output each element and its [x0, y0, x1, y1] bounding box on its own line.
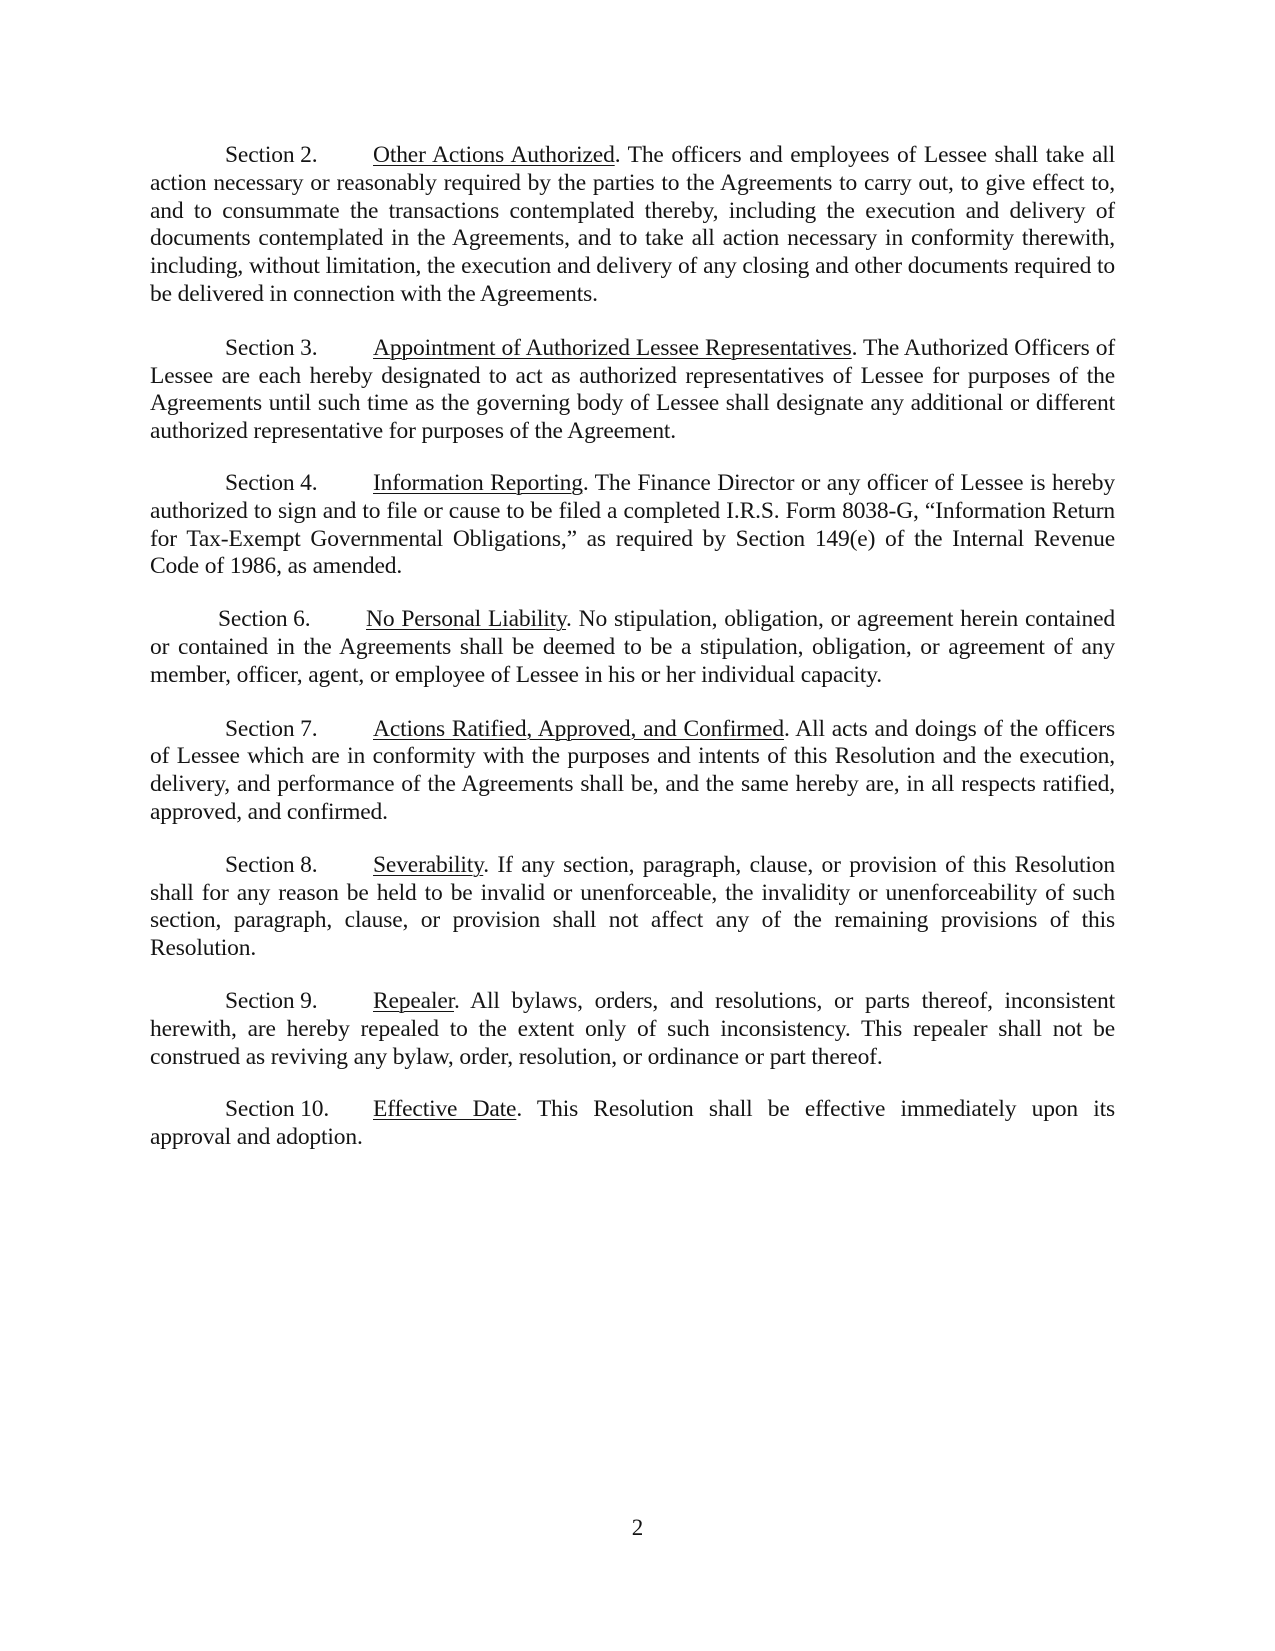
section-heading: Actions Ratified, Approved, and Confirmed [373, 715, 784, 742]
page-number: 2 [631, 1515, 644, 1540]
section-heading: Other Actions Authorized [373, 142, 615, 168]
section-heading: Appointment of Authorized Lessee Representatives [373, 334, 852, 361]
section-number: Section 9. [225, 987, 318, 1014]
section-text: . The Authorized Officers of Lessee are each hereby designated to act as authorized representatives of Lessee for purposes of the Agreements until such time as the governing body of Lessee shall designate any additional or different authorized representative for purposes of the Agreement. [150, 334, 1115, 445]
section-text: . The officers and employees of Lessee shall take all action necessary or reasonably required by the parties to the Agreements to carry out, to give effect to, and to consummate the transactions contemplated thereby, including the execution and delivery of documents contemplated in the Agreements, and to take all action necessary in conformity therewith, including, without limitation, the execution and delivery of any closing and other documents required to be delivered in connection with the Agreements. [150, 142, 1115, 307]
section-number: Section 3. [225, 334, 318, 361]
section-3 [150, 335, 1115, 446]
section-heading: Information Reporting [373, 469, 583, 496]
document-body [150, 142, 1115, 1175]
section-number: Section 2. [225, 142, 318, 168]
section-text: . All bylaws, orders, and resolutions, or parts thereof, inconsistent herewith, are hereby repealed to the extent only of such inconsistency. This repealer shall not be construed as reviving any bylaw, order, resolution, or ordinance or part thereof. [150, 987, 1115, 1070]
section-text: . If any section, paragraph, clause, or provision of this Resolution shall for any reason be held to be invalid or unenforceable, the invalidity or unenforceability of such section, paragraph, clause, or provision shall not affect any of the remaining provisions of this Resolution. [150, 851, 1115, 962]
section-4 [150, 470, 1115, 581]
section-number: Section 6. [218, 606, 311, 633]
section-text: . This Resolution shall be effective immediately upon its approval and adoption. [150, 1096, 1115, 1151]
section-9 [150, 988, 1115, 1071]
section-heading: Repealer [373, 987, 455, 1014]
section-text: . No stipulation, obligation, or agreement herein contained or contained in the Agreements shall be deemed to be a stipulation, obligation, or agreement of any member, officer, agent, or employee of Lessee in his or her individual capacity. [150, 606, 1116, 688]
section-text: . All acts and doings of the officers of Lessee which are in conformity with the purposes and intents of this Resolution and the execution, delivery, and performance of the Agreements shall be, and the same hereby are, in all respects ratified, approved, and confirmed. [150, 715, 1115, 825]
section-7 [150, 716, 1115, 827]
section-6 [150, 606, 1115, 689]
section-8 [150, 852, 1115, 963]
section-heading: Effective Date [373, 1096, 517, 1123]
section-number: Section 10. [225, 1096, 330, 1123]
section-number: Section 4. [225, 469, 318, 496]
section-number: Section 8. [225, 851, 318, 878]
section-10 [150, 1096, 1115, 1152]
section-text: . The Finance Director or any officer of Lessee is hereby authorized to sign and to file or cause to be filed a completed I.R.S. Form 8038-G, “Information Return for Tax-Exempt Governmental Obligations,” as required by Section 149(e) of the Internal Revenue Code of 1986, as amended. [150, 469, 1115, 580]
section-heading: No Personal Liability [366, 606, 567, 633]
section-2 [150, 142, 1115, 309]
section-number: Section 7. [225, 715, 318, 742]
section-heading: Severability [373, 851, 484, 878]
